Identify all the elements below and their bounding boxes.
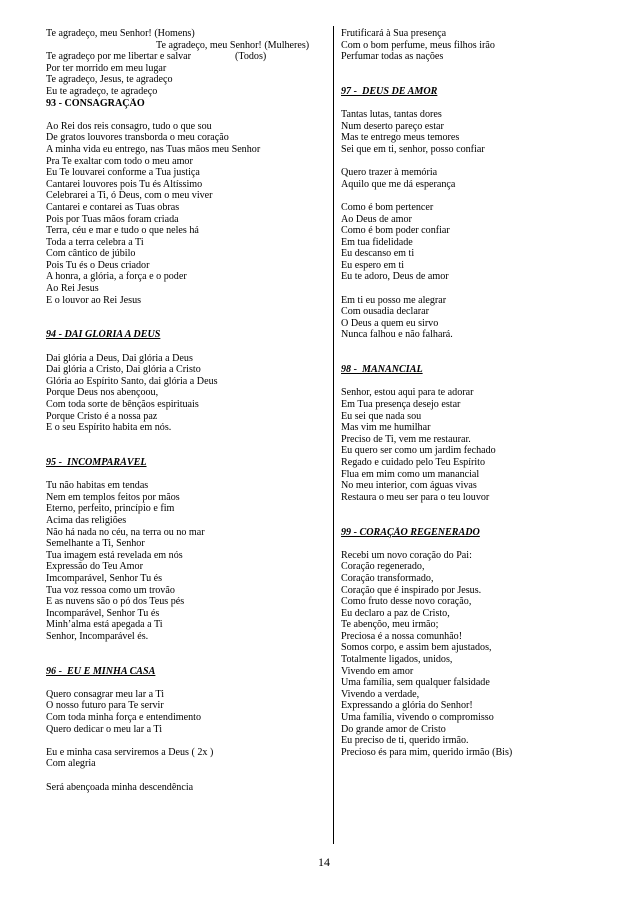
lyric-line: Dai glória a Cristo, Dai glória a Cristo [46,364,201,376]
lyric-line: Com toda sorte de bênçãos espirituais [46,399,199,410]
lyric-line: Eu descanso em ti [341,248,415,260]
lyric-line: Imcomparável, Senhor Tu és [46,572,163,584]
lyric-line: Tu não habitas em tendas [46,480,149,492]
lyric-line: Ao Rei Jesus [46,283,99,295]
lyric-line: Cantarei e contarei as Tuas obras [46,201,180,213]
column-divider [333,26,334,844]
lyric-line: Em ti eu posso me alegrar [341,294,447,306]
lyric-line: Preciso de Ti, vem me restaurar. [341,433,471,445]
lyric-line: Preciosa é a nossa comunhão! [341,630,463,642]
lyric-line: A minha vida eu entrego, nas Tuas mãos meu Senhor [46,143,261,155]
song-97-stanza-4 [341,295,596,341]
lyric-line: Te abençõo, meu irmão; [341,619,439,631]
song-96-stanza-1 [46,689,328,735]
lyric-line: Do grande amor de Cristo [341,723,446,735]
lyric-line: Semelhante a Ti, Senhor [46,538,145,550]
lyric-line: No meu interior, com águas vivas [341,480,477,492]
lyric-line [46,63,328,75]
lyric-line: Coração que é inspirado por Jesus. [341,584,482,596]
left-column [46,28,328,793]
lyric-line: Num deserto pareço estar [341,120,444,132]
lyric-line: Em Tua presença desejo estar [341,399,461,410]
lyric-line: Eu quero ser como um jardim fechado [341,445,496,457]
lyric-line: Recebi um novo coração do Pai: [341,549,472,561]
lyric-line: Com cântico de júbilo [46,248,136,260]
lyric-line: Somos corpo, e assim bem ajustados, [341,642,492,654]
lyric-line: Flua em mim como um manancial [341,468,480,480]
lyric-line: E as nuvens são o pó dos Teus pés [46,596,185,608]
lyric-line: Terra, céu e mar e tudo o que neles há [46,225,199,237]
lyric-line: Uma família, sem qualquer falsidade [341,677,490,689]
lyric-line: Tua imagem está revelada em nós [46,549,183,561]
continued-stanza [341,28,596,63]
right-column [341,28,596,758]
lyric-line: Porque Cristo é a nossa paz [46,410,158,422]
lyric-line: Tua voz ressoa como um trovão [46,584,175,596]
lyric-line: Senhor, estou aqui para te adorar [341,387,474,399]
lyric-line: A honra, a glória, a força e o poder [46,271,187,283]
singer-note: (Todos) [235,51,267,63]
lyric-line: Eu espero em ti [341,259,405,271]
lyric-line: Expressando a glória do Senhor! [341,700,473,712]
lyric-text: Te agradeço por me libertar e salvar [46,51,192,63]
lyric-line: Toda a terra celebra a Ti [46,236,144,248]
lyric-line: Quero dedicar o meu lar a Ti [46,723,163,735]
lyric-line: Com o bom perfume, meus filhos irão [341,39,495,51]
lyric-line: Tantas lutas, tantas dores [341,109,442,121]
lyric-line: Senhor, Incomparável és. [46,630,149,642]
lyric-line: Com toda minha força e entendimento [46,712,202,724]
lyric-line: Coração transformado, [341,572,434,584]
lyric-line: Como é bom pertencer [341,201,434,213]
lyric-line: Minh’alma está apegada a Ti [46,619,163,631]
lyric-line: Nem em templos feitos por mãos [46,491,180,503]
lyric-line: Como fruto desse novo coração, [341,596,472,608]
page-number: 14 [318,855,330,869]
lyric-line: Quero trazer à memória [341,167,438,179]
song-95-lyrics [46,480,328,642]
lyric-line: Incomparável, Senhor Tu és [46,607,160,619]
song-99-lyrics [341,550,596,759]
lyric-line [46,74,328,86]
lyric-line: Sei que em ti, senhor, posso confiar [341,143,485,155]
lyric-line: Precioso és para mim, querido irmão (Bis) [341,746,513,758]
lyric-line: Aquilo que me dá esperança [341,178,456,190]
lyric-line: Não há nada no céu, na terra ou no mar [46,526,205,538]
lyric-line [46,40,328,52]
lyric-line: O Deus a quem eu sirvo [341,317,439,329]
lyric-line: Com ousadia declarar [341,306,430,318]
lyric-line: Cantarei louvores pois Tu és Altíssimo [46,178,203,190]
lyric-line: Coração regenerado, [341,561,425,573]
lyric-line: Pois Tu és o Deus criador [46,259,150,271]
lyric-line [46,51,328,63]
lyric-line: Restaura o meu ser para o teu louvor [341,491,490,503]
lyric-line: Mas te entrego meus temores [341,132,460,144]
lyric-text: Te agradeço, meu Senhor! (Homens) [46,28,195,39]
song-title-98: 98 - MANANCIAL [341,364,423,376]
song-title-94: 94 - DAI GLÓRIA A DEUS [46,329,161,341]
song-96-stanza-3 [46,782,328,794]
lyric-line: Vivendo a verdade, [341,688,420,700]
lyric-line: Eu Te louvarei conforme a Tua justiça [46,167,200,179]
lyric-line: Ao Deus de amor [341,213,412,225]
song-98-lyrics [341,387,596,503]
lyric-line: De gratos louvores transborda o meu coração [46,132,229,144]
lyric-line: Com alegria [46,758,96,770]
lyric-line: Ao Rei dos reis consagro, tudo o que sou [46,120,212,132]
lyric-line: Dai glória a Deus, Dai glória a Deus [46,352,193,364]
lyric-line: Acima das religiões [46,514,127,526]
lyric-text: Te agradeço, meu Senhor! (Mulheres) [156,39,310,51]
song-97-stanza-3 [341,202,596,283]
song-title-93: 93 - CONSAGRAÇÃO [46,97,145,109]
lyric-line: Eu sei que nada sou [341,410,422,422]
song-title-97: 97 - DEUS DE AMOR [341,85,438,97]
lyric-line: Nunca falhou e não falhará. [341,329,453,341]
lyric-line: Uma família, vivendo o compromisso [341,712,494,724]
lyric-line: Como é bom poder confiar [341,225,450,237]
lyric-line: O nosso futuro para Te servir [46,700,164,712]
lyric-line [46,28,328,40]
song-97-stanza-2 [341,167,596,190]
song-96-stanza-2 [46,747,328,770]
lyric-line: Porque Deus nos abençoou, [46,387,159,399]
lyric-line: Pois por Tuas mãos foram criada [46,213,179,225]
lyric-line: Quero consagrar meu lar a Ti [46,688,165,700]
lyric-line: Eu preciso de ti, querido irmão. [341,735,469,747]
lyric-line: Em tua fidelidade [341,236,413,248]
lyric-line: Totalmente ligados, unidos, [341,654,453,666]
lyric-line: Eu e minha casa serviremos a Deus ( 2x ) [46,746,214,758]
lyric-line: Será abençoada minha descendência [46,781,194,793]
song-94-lyrics [46,353,328,434]
lyric-line: Expressão do Teu Amor [46,561,143,573]
lyric-line: E o louvor ao Rei Jesus [46,294,142,306]
lyric-line: E o seu Espírito habita em nós. [46,422,172,434]
lyric-line: Eterno, perfeito, princípio e fim [46,503,175,515]
intro-stanza [46,28,328,98]
lyric-line: Eu declaro a paz de Cristo, [341,607,450,619]
lyric-line: Perfumar todas as nações [341,51,444,63]
song-93-lyrics [46,121,328,307]
song-title-99: 99 - CORAÇÃO REGENERADO [341,526,480,538]
lyric-text: Te agradeço, Jesus, te agradeço [46,74,173,86]
lyric-line: Vivendo em amor [341,665,414,677]
lyric-line: Celebrarei a Ti, ó Deus, com o meu viver [46,190,213,202]
lyric-line: Eu te adoro, Deus de amor [341,271,449,283]
lyric-line: Pra Te exaltar com todo o meu amor [46,155,193,167]
lyric-line: Glória ao Espírito Santo, dai glória a Deus [46,375,218,387]
lyric-line: Mas vim me humilhar [341,422,431,434]
song-97-stanza-1 [341,109,596,155]
lyric-text: Eu te agradeço, te agradeço [46,85,158,97]
song-title-95: 95 - INCOMPARÁVEL [46,456,147,468]
lyric-line [46,86,328,98]
lyric-line: Frutificará à Sua presença [341,28,447,39]
lyric-text: Por ter morrido em meu lugar [46,62,167,74]
song-title-96: 96 - EU E MINHA CASA [46,665,156,677]
lyric-line: Regado e cuidado pelo Teu Espírito [341,456,486,468]
